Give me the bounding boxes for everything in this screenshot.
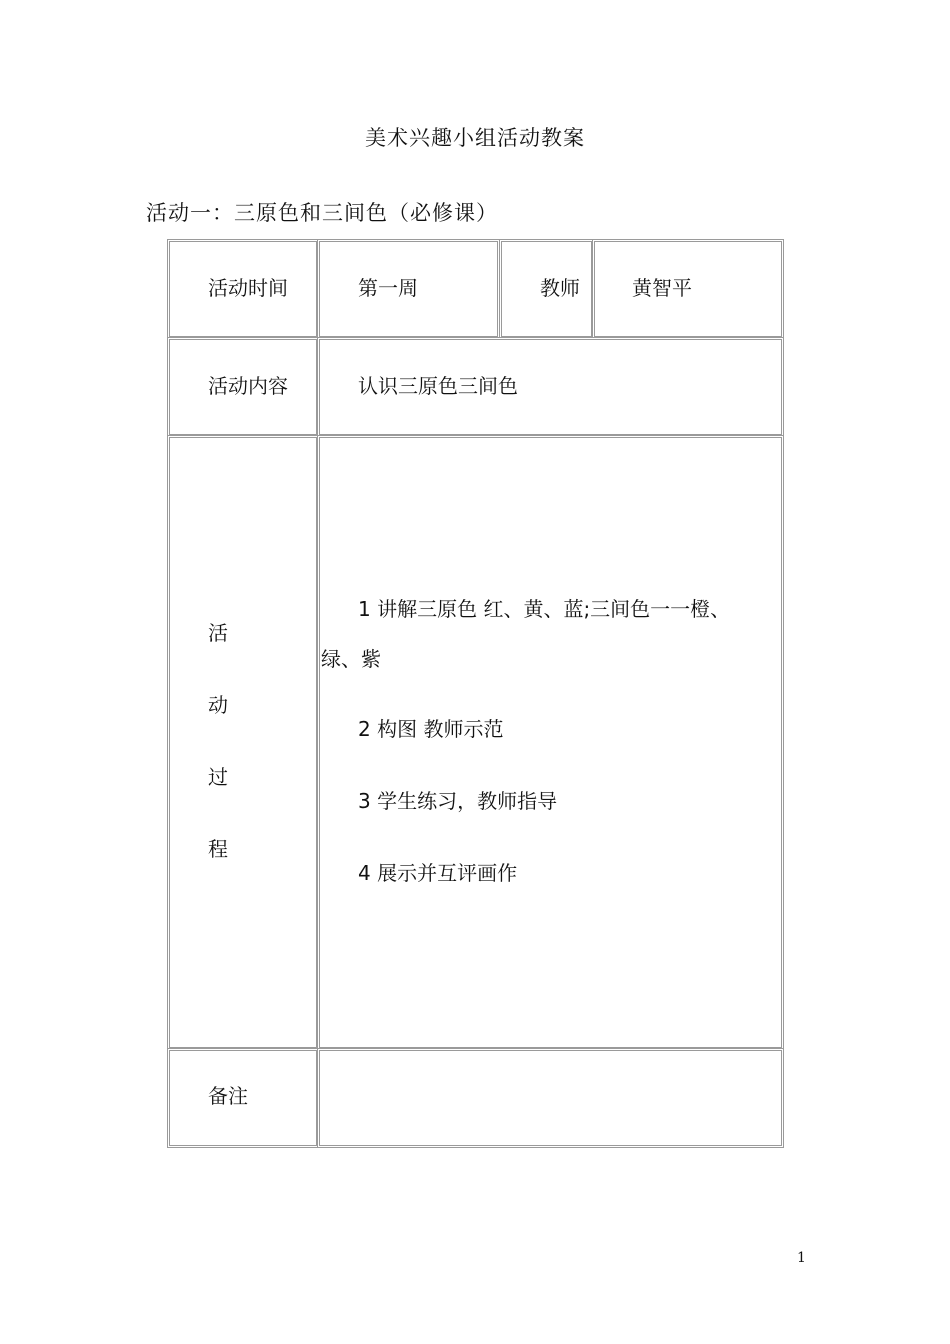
- time-value: 第一周: [358, 276, 418, 300]
- process-step-4: 4 展示并互评画作: [358, 861, 518, 885]
- page-number: 1: [797, 1250, 806, 1266]
- content-label: 活动内容: [208, 374, 288, 398]
- notes-value-cell: [317, 1048, 784, 1148]
- section-heading: 活动一：三原色和三间色（必修课）: [146, 201, 498, 225]
- process-value-cell: [317, 435, 784, 1050]
- process-label-char-4: 程: [208, 837, 228, 861]
- process-step-1-line-2: 绿、紫: [321, 647, 381, 671]
- process-step-1-line-1: 1 讲解三原色 红、黄、蓝;三间色一一橙、: [358, 597, 731, 621]
- teacher-label: 教师: [540, 276, 580, 300]
- process-step-2: 2 构图 教师示范: [358, 717, 504, 741]
- process-label-char-2: 动: [208, 693, 228, 717]
- process-label-char-1: 活: [208, 621, 228, 645]
- notes-label: 备注: [208, 1084, 248, 1108]
- process-label-cell: [167, 435, 319, 1050]
- process-step-3: 3 学生练习，教师指导: [358, 789, 558, 813]
- time-label: 活动时间: [208, 276, 288, 300]
- content-value: 认识三原色三间色: [358, 374, 518, 398]
- document-title: 美术兴趣小组活动教案: [365, 126, 585, 150]
- teacher-name: 黄智平: [632, 276, 692, 300]
- process-label-char-3: 过: [208, 765, 228, 789]
